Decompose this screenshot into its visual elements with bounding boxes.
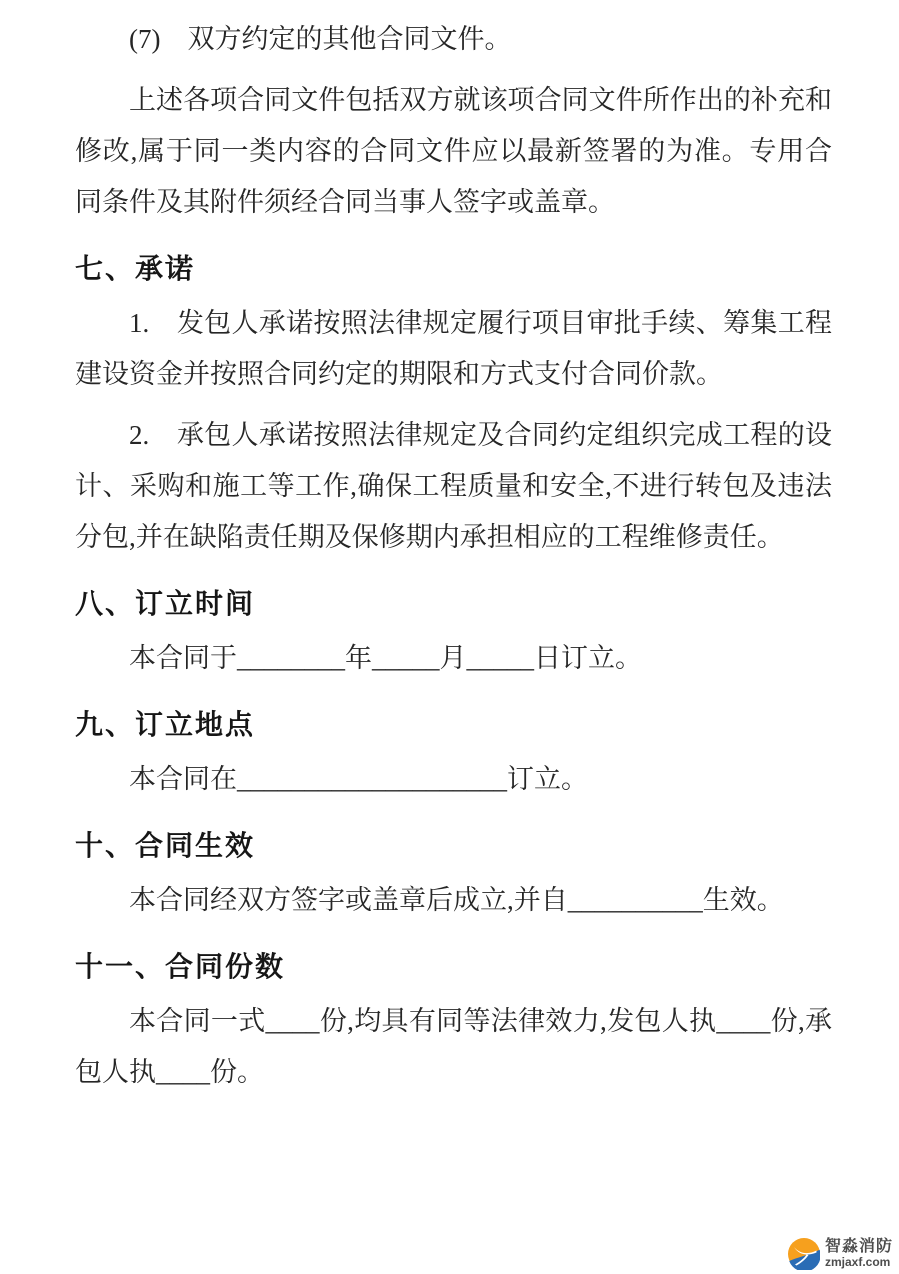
section-heading-contract-copies: 十一、合同份数 xyxy=(75,951,286,982)
brand-url-text: zmjaxf.com xyxy=(824,1255,891,1270)
brand-name-text: 智淼消防 xyxy=(824,1238,893,1256)
contract-documents-stacking-paragraph: 上述各项合同文件包括双方就该项合同文件所作出的补充和修改,属于同一类内容的合同文件应以最新签署的为准。专用合同条件及其附件须经合同当事人签字或盖章。 xyxy=(75,85,832,217)
clause-item-7: (7) 双方约定的其他合同文件。 xyxy=(129,24,512,54)
contractor-commitment-paragraph: 2. 承包人承诺按照法律规定及合同约定组织完成工程的设计、采购和施工等工作,确保工程质量和安全,不进行转包及违法分包,并在缺陷责任期及保修期内承担相应的工程维修责任。 xyxy=(75,420,832,552)
employer-commitment-paragraph: 1. 发包人承诺按照法律规定履行项目审批手续、筹集工程建设资金并按照合同约定的期限和方式支付合同价款。 xyxy=(75,308,832,389)
watermark-brandmark xyxy=(788,1238,893,1270)
signing-place-blank-line: 本合同在____________________订立。 xyxy=(129,764,588,794)
section-heading-contract-effectiveness: 十、合同生效 xyxy=(75,830,256,861)
contract-copies-blank-line: 本合同一式____份,均具有同等法律效力,发包人执____份,承包人执____份。 xyxy=(75,1006,832,1087)
zmjaxf-logo-icon xyxy=(788,1238,820,1270)
effectiveness-blank-line: 本合同经双方签字或盖章后成立,并自__________生效。 xyxy=(129,885,784,915)
section-heading-commitments: 七、承诺 xyxy=(75,253,196,284)
section-heading-signing-place: 九、订立地点 xyxy=(75,709,256,740)
brand-text-stack xyxy=(825,1239,893,1268)
signing-date-blank-line: 本合同于________年_____月_____日订立。 xyxy=(129,643,642,673)
section-heading-signing-time: 八、订立时间 xyxy=(75,588,256,619)
